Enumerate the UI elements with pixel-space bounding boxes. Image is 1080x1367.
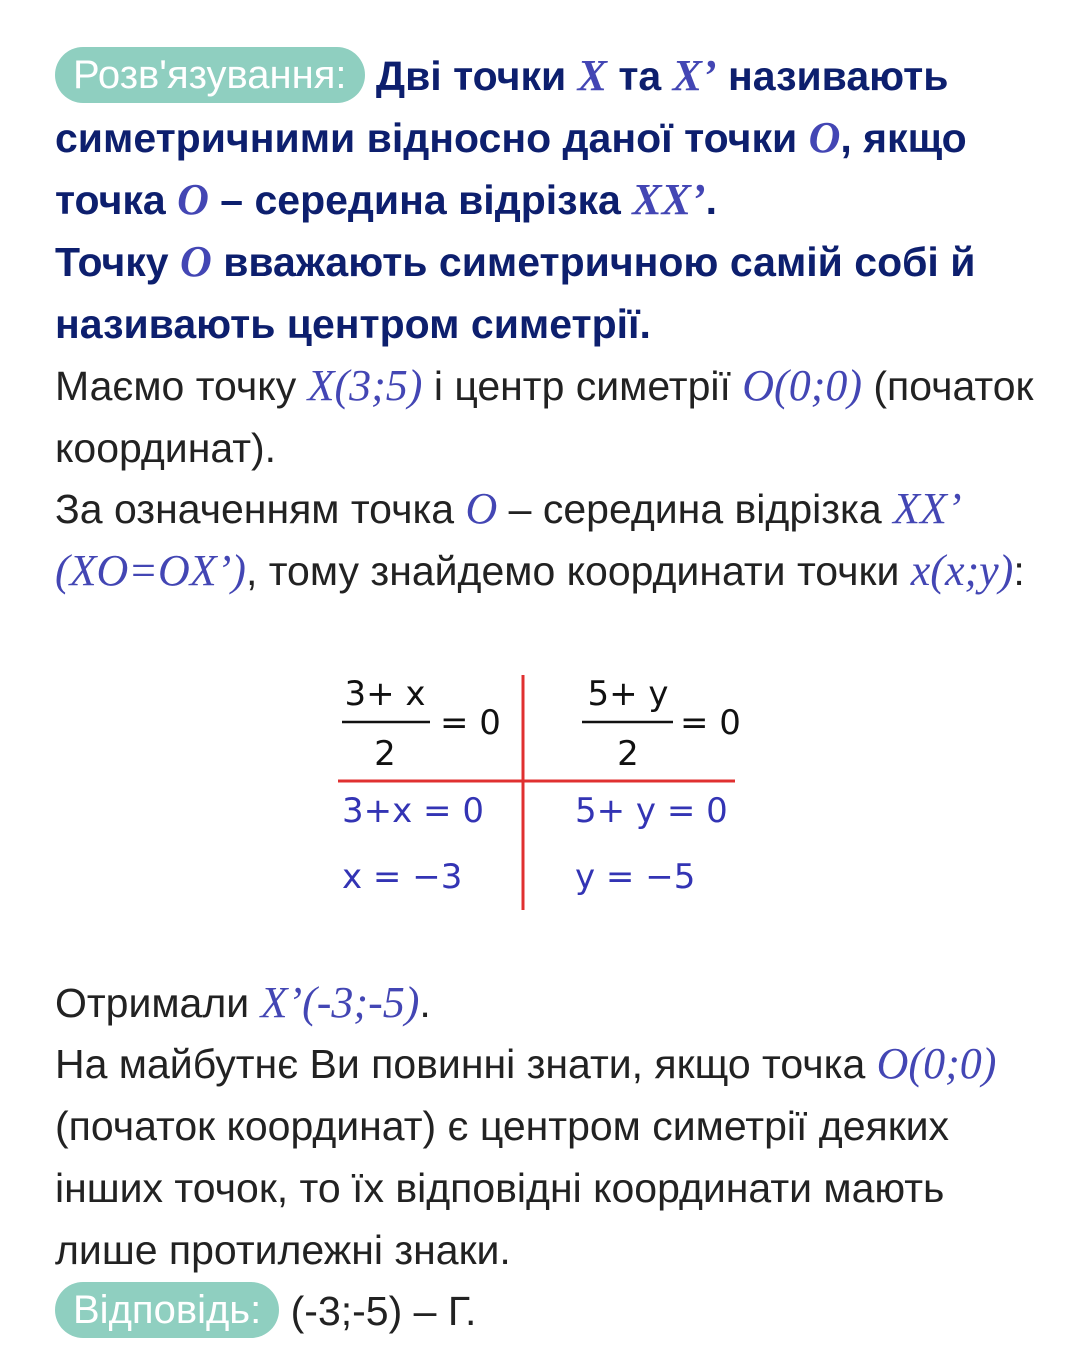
left-fraction-numerator: 3+ x [344, 674, 426, 714]
answer-value: (-3;-5) – Г. [279, 1288, 477, 1334]
math-segment: XX’ [632, 175, 706, 224]
answer-label-pill: Відповідь: [55, 1282, 279, 1338]
answer-line [55, 1280, 1045, 1342]
right-equation-result: y = −5 [575, 857, 696, 897]
right-fraction-denominator: 2 [617, 734, 639, 774]
definition-paragraph: Розв'язування: Дві точки X та X’ називають симетричними відносно даної точки O, якщо точка O – середина відрізка XX’. Точку O вважають симетричною самій собі й називають центром симетрії. [55, 45, 1045, 355]
math-point-unknown: x(x;y) [910, 546, 1014, 595]
math-origin: O(0;0) [876, 1039, 997, 1088]
left-equation-result: x = −3 [342, 857, 463, 897]
math-o: O [180, 237, 212, 286]
result-paragraph: Отримали X’(-3;-5). [55, 978, 431, 1027]
right-fraction-equals: = 0 [680, 703, 741, 743]
math-point-x: X(3;5) [307, 361, 423, 410]
equations-table [330, 670, 750, 915]
math-x: X [577, 51, 607, 100]
right-equation-step: 5+ y = 0 [575, 791, 728, 831]
math-segment-equality: XX’ (XO=OX’) [55, 484, 957, 595]
left-fraction-denominator: 2 [374, 734, 396, 774]
left-fraction-equals: = 0 [440, 703, 501, 743]
math-o: O [808, 113, 841, 162]
math-o: O [177, 175, 209, 224]
math-x-prime: X’ [672, 51, 717, 100]
right-fraction-numerator: 5+ y [587, 674, 669, 714]
solution-label-pill: Розв'язування: [55, 47, 365, 103]
left-equation-step: 3+x = 0 [342, 791, 484, 831]
math-point-o: O(0;0) [742, 361, 863, 410]
definition-application-paragraph: За означенням точка O – середина відрізка XX’ (XO=OX’), тому знайдемо координати точки x(x;y): [55, 484, 1025, 595]
math-o: O [465, 484, 498, 533]
note-paragraph: На майбутнє Ви повинні знати, якщо точка O(0;0) (початок координат) є центром симетрії деяких інших точок, то їх відповідні координати мають лише протилежні знаки. [55, 1039, 997, 1273]
given-paragraph: Маємо точку X(3;5) і центр симетрії O(0;0) (початок координат). [55, 361, 1034, 471]
math-result-point: X’(-3;-5) [260, 978, 420, 1027]
